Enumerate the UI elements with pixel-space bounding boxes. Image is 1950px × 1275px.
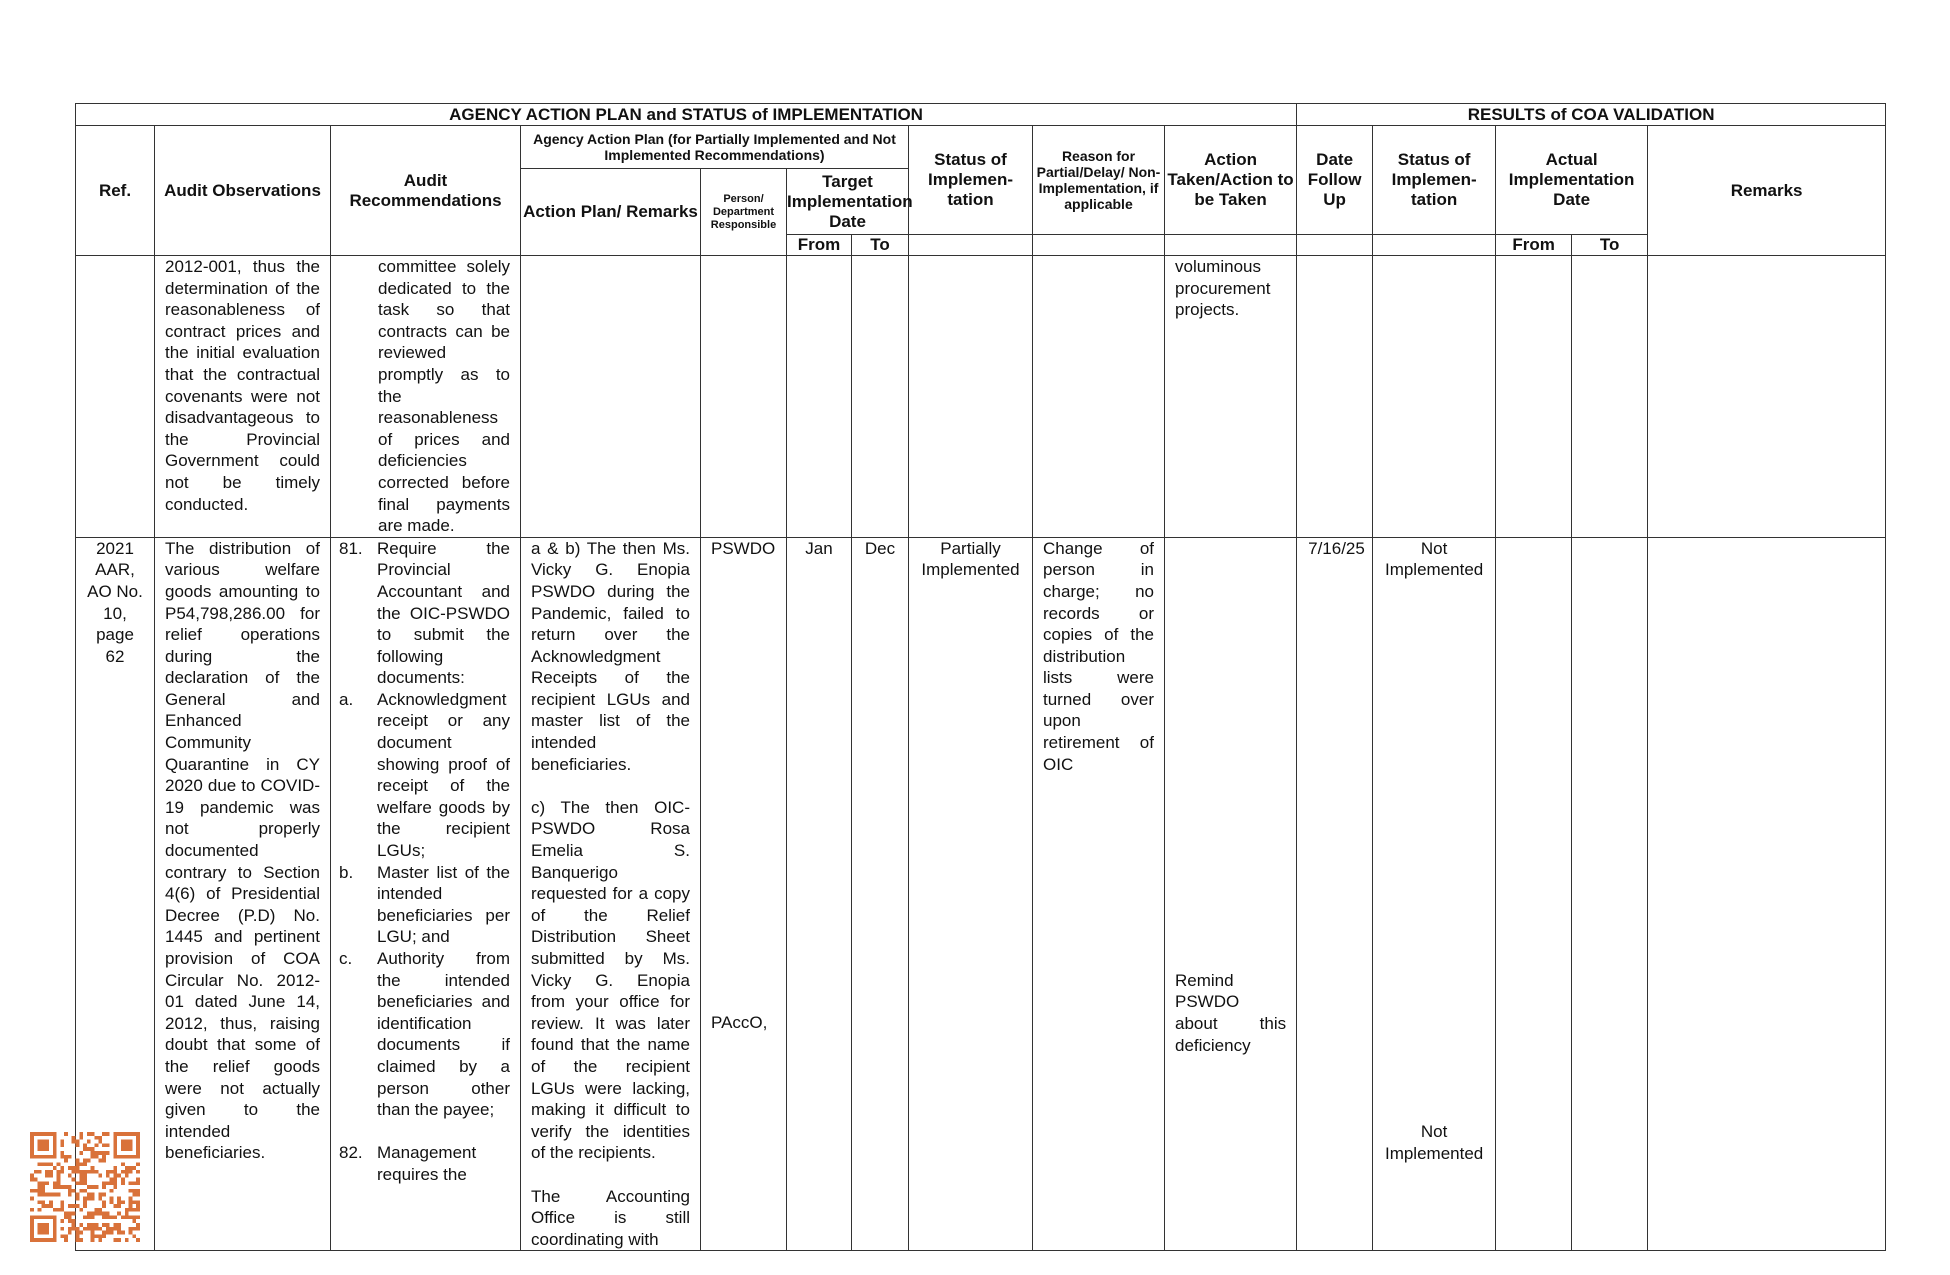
col-actual-date: Actual Implementation Date — [1496, 126, 1648, 235]
status-implementation: Partially Implemented — [909, 537, 1033, 1251]
col-actual-to: To — [1572, 235, 1648, 256]
coa-section-title: RESULTS of COA VALIDATION — [1297, 104, 1886, 126]
recommendation-81: 81. Require the Provincial Accountant and the OIC-PSWDO to submit the following documents: — [339, 538, 510, 688]
col-reason: Reason for Partial/Delay/ Non-Implementation, if applicable — [1033, 126, 1165, 235]
recommendation-81-c: c. Authority from the intended beneficiaries and identification documents if claimed by a person other than the payee; — [339, 949, 510, 1120]
action-taken: voluminous procurement projects. — [1165, 256, 1297, 538]
col-action-taken: Action Taken/Action to be Taken — [1165, 126, 1297, 235]
col-status-implementation: Status of Implemen-tation — [909, 126, 1033, 235]
col-date-follow-up: Date Follow Up — [1297, 126, 1373, 235]
person-responsible-1: PSWDO — [711, 538, 776, 558]
col-target-date: Target Implementation Date — [787, 169, 909, 235]
table-row — [76, 256, 1886, 538]
recommendation-81-b: b. Master list of the intended beneficiaries per LGU; and — [339, 862, 510, 947]
target-to: Dec — [852, 537, 909, 1251]
recommendation-82: 82. Management requires the — [339, 1143, 477, 1184]
recommendation-81-a: a. Acknowledgment receipt or any document showing proof of receipt of the welfare goods by the recipient LGUs; — [339, 689, 510, 861]
agency-section-title: AGENCY ACTION PLAN and STATUS of IMPLEMENTATION — [76, 104, 1297, 126]
coa-status-2: Not Implemented — [1384, 1121, 1484, 1163]
col-audit-observations: Audit Observations — [155, 126, 331, 256]
col-coa-status: Status of Implemen-tation — [1373, 126, 1496, 235]
col-remarks: Remarks — [1648, 126, 1886, 256]
col-target-to: To — [852, 235, 909, 256]
col-action-plan-remarks: Action Plan/ Remarks — [521, 169, 701, 256]
audit-observation: The distribution of various welfare goods amounting to P54,798,286.00 for relief operations during the declaration of the General and Enhanced Community Quarantine in CY 2020 due to COVID-19 pandemic was not properly documented contrary to Section 4(6) of Presidential Decree (P.D) No. 1445 and pertinent provision of COA Circular No. 2012-01 dated June 14, 2012, thus, raising doubt that some of the relief goods were not actually given to the intended beneficiaries. — [155, 537, 331, 1251]
col-actual-from: From — [1496, 235, 1572, 256]
col-target-from: From — [787, 235, 852, 256]
audit-observation: 2012-001, thus the determination of the reasonableness of contract prices and the initial evaluation that the contractual covenants were not disadvantageous to the Provincial Government could not be timely conducted. — [155, 256, 331, 538]
target-from: Jan — [787, 537, 852, 1251]
person-responsible-2: PAccO, — [711, 1013, 768, 1033]
qr-code — [30, 1132, 140, 1242]
coa-status-1: Not Implemented — [1384, 538, 1484, 580]
ref-value: 2021 AAR, AO No. 10, page 62 — [76, 537, 155, 1251]
col-person-responsible: Person/ Department Responsible — [701, 169, 787, 256]
col-audit-recommendations: Audit Recommendations — [331, 126, 521, 256]
col-ref: Ref. — [76, 126, 155, 256]
table-row — [76, 537, 1886, 1251]
action-plan-ab: a & b) The then Ms. Vicky G. Enopia PSWDO during the Pandemic, failed to return over the Acknowledgment Receipts of the recipient LGUs and master list of the intended beneficiaries. — [531, 538, 690, 774]
reason: Change of person in charge; no records or copies of the distribution lists were turned over upon retirement of OIC — [1033, 537, 1165, 1251]
action-taken: Remind PSWDO about this deficiency — [1175, 970, 1287, 1055]
action-plan-82: The Accounting Office is still coordinating with — [531, 1186, 690, 1249]
audit-recommendation: committee solely dedicated to the task so that contracts can be reviewed promptly as to the reasonableness of prices and deficiencies corrected before final payments are made. — [378, 257, 510, 536]
audit-status-table — [75, 103, 1886, 1251]
action-plan-c: c) The then OIC-PSWDO Rosa Emelia S. Banquerigo requested for a copy of the Relief Distribution Sheet submitted by Ms. Vicky G. Enopia from your office for review. It was later found that the name of the recipient LGUs were lacking, making it difficult to verify the identities of the recipients. — [531, 797, 690, 1163]
col-agency-action-plan: Agency Action Plan (for Partially Implemented and Not Implemented Recommendations) — [521, 126, 909, 169]
date-follow-up: 7/16/25 — [1297, 537, 1373, 1251]
